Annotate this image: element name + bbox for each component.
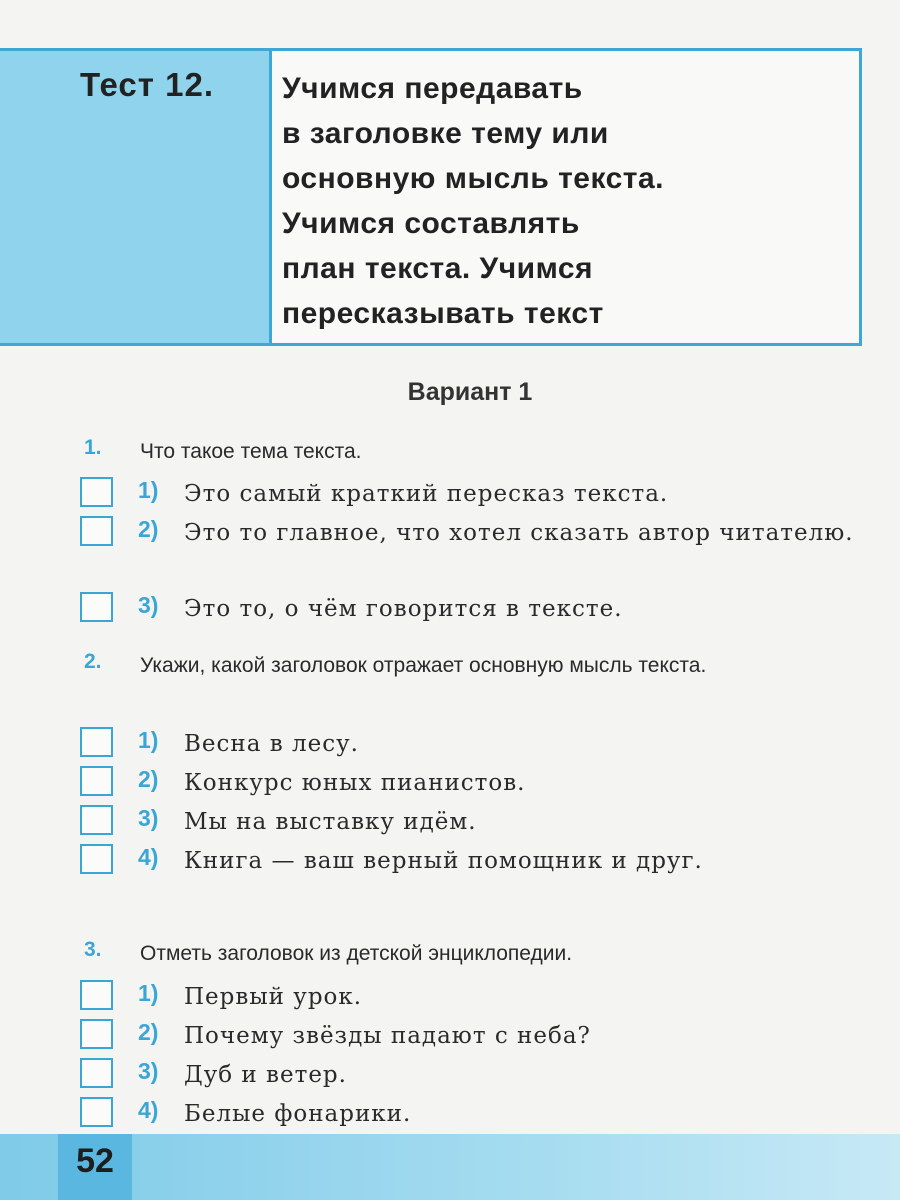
option-number: 2): [138, 1019, 159, 1045]
option-text: Первый урок.: [184, 984, 363, 1010]
option-number: 2): [138, 516, 159, 542]
answer-checkbox[interactable]: [80, 477, 113, 507]
answer-checkbox[interactable]: [80, 766, 113, 796]
q3-option-3: [80, 1058, 860, 1094]
option-number: 1): [138, 980, 159, 1006]
answer-checkbox[interactable]: [80, 980, 113, 1010]
q2-option-3: [80, 805, 860, 841]
option-text: Мы на выставку идём.: [184, 809, 477, 835]
question-number: 1.: [84, 436, 102, 459]
option-text: Конкурс юных пианистов.: [184, 770, 526, 796]
option-text: Почему звёзды падают с неба?: [184, 1023, 591, 1049]
answer-checkbox[interactable]: [80, 727, 113, 757]
q3-option-1: [80, 980, 860, 1016]
option-number: 2): [138, 766, 159, 792]
option-number: 4): [138, 844, 159, 870]
answer-checkbox[interactable]: [80, 1097, 113, 1127]
option-text: Весна в лесу.: [184, 731, 359, 757]
option-text: Это то, о чём говорится в тексте.: [184, 596, 623, 622]
answer-checkbox[interactable]: [80, 844, 113, 874]
question-number: 2.: [84, 650, 102, 673]
q1-option-1: [80, 477, 860, 513]
question-text: Что такое тема текста.: [140, 440, 362, 463]
answer-checkbox[interactable]: [80, 805, 113, 835]
option-text: Это то главное, что хотел сказать автор читателю.: [184, 520, 854, 546]
q2-option-1: [80, 727, 860, 763]
q1-option-2: [80, 516, 860, 552]
q3-option-4: [80, 1097, 860, 1133]
option-number: 4): [138, 1097, 159, 1123]
q2-option-4: [80, 844, 860, 880]
q3-option-2: [80, 1019, 860, 1055]
option-number: 3): [138, 1058, 159, 1084]
page-number: 52: [76, 1142, 114, 1180]
option-text: Это самый краткий пересказ текста.: [184, 481, 669, 507]
q1-option-3: [80, 592, 860, 628]
option-number: 1): [138, 727, 159, 753]
question-number: 3.: [84, 938, 102, 961]
option-text: Дуб и ветер.: [184, 1062, 347, 1088]
option-text: Книга — ваш верный помощник и друг.: [184, 848, 703, 874]
option-text: Белые фонарики.: [184, 1101, 412, 1127]
option-number: 1): [138, 477, 159, 503]
option-number: 3): [138, 805, 159, 831]
answer-checkbox[interactable]: [80, 592, 113, 622]
answer-checkbox[interactable]: [80, 1058, 113, 1088]
variant-heading: Вариант 1: [407, 378, 533, 406]
answer-checkbox[interactable]: [80, 516, 113, 546]
footer-bar: [0, 1134, 900, 1200]
question-text: Укажи, какой заголовок отражает основную мысль текста.: [140, 654, 707, 677]
test-label: Тест 12.: [80, 66, 214, 103]
page-title: Учимся передавать в заголовке тему или основную мысль текста. Учимся составлять план текста. Учимся пересказывать текст: [282, 72, 664, 330]
question-text: Отметь заголовок из детской энциклопедии.: [140, 942, 573, 965]
option-number: 3): [138, 592, 159, 618]
q2-option-2: [80, 766, 860, 802]
answer-checkbox[interactable]: [80, 1019, 113, 1049]
